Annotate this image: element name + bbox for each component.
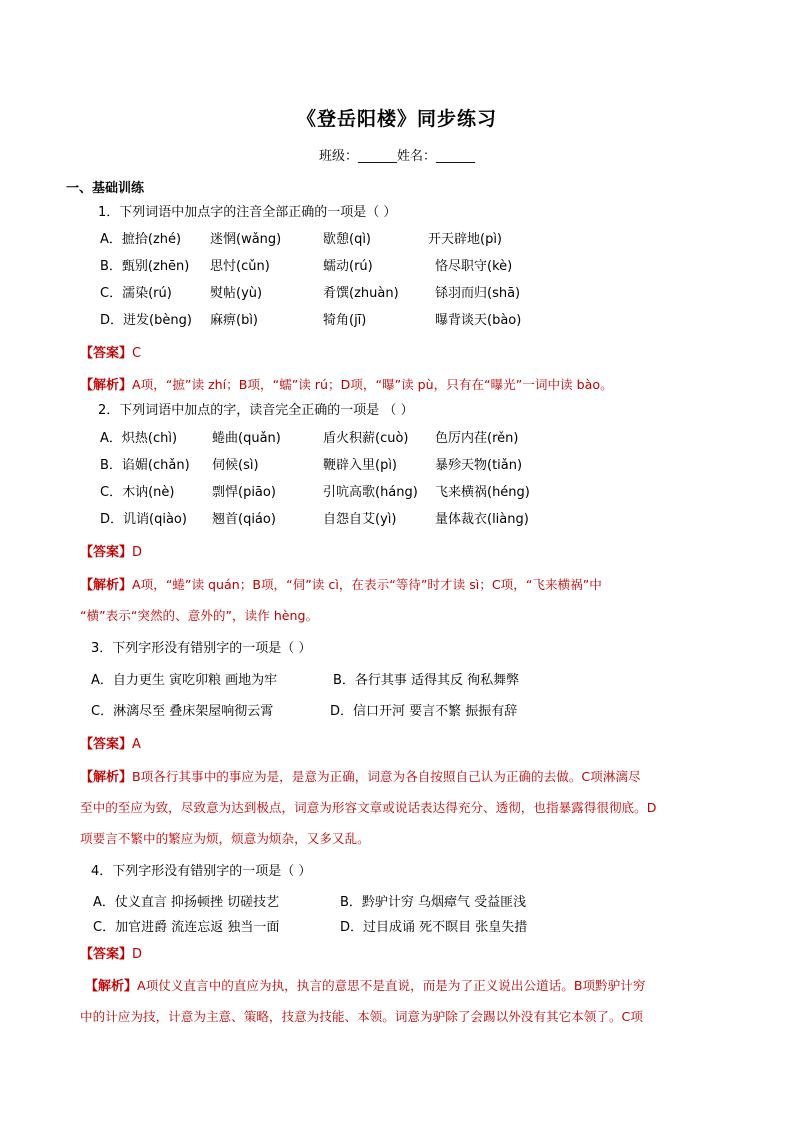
q2-option-a-word4: 色厉内荏(rěn) xyxy=(435,431,519,446)
q2-answer xyxy=(80,544,142,562)
q2-option-d-word3: 自怨自艾(yì) xyxy=(323,512,397,527)
q4-option-a: A．仗义直言 抑扬顿挫 切磋技艺 xyxy=(93,895,280,910)
analysis-tag: 【解析】 xyxy=(80,378,133,393)
q3-option-b: B．各行其事 适得其反 徇私舞弊 xyxy=(333,673,520,688)
q1-option-a-word3: 歇憩(qì) xyxy=(323,232,372,247)
q2-option-a-word2: 蜷曲(quǎn) xyxy=(212,431,281,446)
q3-option-c: C．淋漓尽至 叠床架屋响彻云霄 xyxy=(91,704,274,719)
q1-option-b: B．甄别(zhēn) xyxy=(100,259,190,274)
q2-analysis-line2: “横”表示“突然的、意外的”，读作 hèng。 xyxy=(80,608,319,623)
q2-analysis xyxy=(80,576,602,595)
analysis-text: A项，“蜷”读 quán；B项，“伺”读 cì，在表示“等待”时才读 sì；C项，“飞来横祸”中 xyxy=(132,577,602,592)
q1-option-a-word2: 迷惘(wǎng) xyxy=(210,232,282,247)
q2-option-c-word3: 引吭高歌(háng) xyxy=(323,485,418,500)
question-2-stem: 2．下列词语中加点的字，读音完全正确的一项是 （ ） xyxy=(98,403,414,418)
answer-tag: 【答案】 xyxy=(80,737,133,752)
q3-analysis-line3: 项要言不繁中的繁应为烦，烦意为烦杂，又多又乱。 xyxy=(80,831,370,846)
q1-option-d-word3: 犄角(jī) xyxy=(323,313,367,328)
q1-option-a-word4: 开天辟地(pì) xyxy=(428,232,503,247)
q1-option-c-word4: 铩羽而归(shā) xyxy=(435,286,521,301)
q3-answer xyxy=(80,736,141,754)
q2-option-c: C．木讷(nè) xyxy=(100,485,175,500)
answer-tag: 【答案】 xyxy=(80,947,133,962)
q1-option-b-word4: 恪尽职守(kè) xyxy=(435,259,513,274)
analysis-tag: 【解析】 xyxy=(80,578,133,593)
q1-option-a: A．摭拾(zhé) xyxy=(100,232,182,247)
page-title: 《登岳阳楼》同步练习 xyxy=(296,108,497,130)
section-heading: 一、基础训练 xyxy=(66,181,145,196)
answer-value: A xyxy=(132,737,141,752)
q1-option-d-word4: 曝背谈天(bào) xyxy=(435,313,522,328)
q1-option-c: C．濡染(rú) xyxy=(100,286,172,301)
question-1-stem: 1．下列词语中加点字的注音全部正确的一项是（ ） xyxy=(98,205,397,220)
q4-answer xyxy=(80,946,142,964)
answer-value: D xyxy=(132,947,143,962)
q4-analysis xyxy=(85,977,645,996)
analysis-text: A项，“摭”读 zhí；B项，“蠕”读 rú；D项，“曝”读 pù，只有在“曝光”一词中读 bào。 xyxy=(132,377,613,392)
q2-option-a-word3: 盾火积薪(cuò) xyxy=(323,431,409,446)
answer-tag: 【答案】 xyxy=(80,346,133,361)
q2-option-d: D．讥诮(qiào) xyxy=(100,512,187,527)
q4-option-d: D．过目成诵 死不瞑目 张皇失措 xyxy=(340,920,528,935)
q2-option-b-word3: 鞭辟入里(pì) xyxy=(323,458,398,473)
q4-option-b: B．黔驴计穷 乌烟瘴气 受益匪浅 xyxy=(340,895,527,910)
analysis-tag: 【解析】 xyxy=(85,979,138,994)
q1-option-d-word2: 麻痹(bì) xyxy=(210,313,259,328)
question-3-stem: 3．下列字形没有错别字的一项是（ ） xyxy=(91,641,312,656)
q2-option-c-word2: 剽悍(piāo) xyxy=(212,485,276,500)
q4-analysis-line2: 中的计应为技，计意为主意、策略，技意为技能、本领。词意为驴除了会踢以外没有其它本领了。C项 xyxy=(80,1009,643,1024)
question-4-stem: 4．下列字形没有错别字的一项是（ ） xyxy=(91,864,312,879)
q1-option-c-word2: 熨帖(yù) xyxy=(210,286,263,301)
q1-analysis xyxy=(80,376,613,395)
q4-option-c: C．加官进爵 流连忘返 独当一面 xyxy=(93,920,280,935)
analysis-tag: 【解析】 xyxy=(80,770,133,785)
analysis-text: A项仗义直言中的直应为执，执言的意思不是直说，而是为了正义说出公道话。B项黔驴计穷 xyxy=(137,978,646,993)
analysis-text: B项各行其事中的事应为是，是意为正确，词意为各自按照自己认为正确的去做。C项淋漓尽 xyxy=(132,769,641,784)
q2-option-b-word2: 伺候(sì) xyxy=(212,458,259,473)
q2-option-b-word4: 暴殄天物(tiǎn) xyxy=(435,458,523,473)
q3-analysis xyxy=(80,768,641,787)
q1-answer xyxy=(80,345,141,363)
q1-option-d: D．迸发(bèng) xyxy=(100,313,192,328)
answer-tag: 【答案】 xyxy=(80,545,133,560)
q2-option-b: B．谄媚(chǎn) xyxy=(100,458,190,473)
q2-option-d-word4: 量体裁衣(liàng) xyxy=(435,512,529,527)
q1-option-b-word2: 思忖(cǔn) xyxy=(210,259,270,274)
q3-option-a: A．自力更生 寅吃卯粮 画地为牢 xyxy=(91,673,278,688)
q3-analysis-line2: 至中的至应为致，尽致意为达到极点，词意为形容文章或说话表达得充分、透彻，也指暴露得很彻底。D xyxy=(80,800,657,815)
answer-value: D xyxy=(132,545,143,560)
q2-option-c-word4: 飞来横祸(héng) xyxy=(435,485,530,500)
q2-option-d-word2: 翘首(qiáo) xyxy=(212,512,276,527)
q1-option-c-word3: 肴馔(zhuàn) xyxy=(323,286,399,301)
answer-value: C xyxy=(132,346,142,361)
q1-option-b-word3: 蠕动(rú) xyxy=(323,259,373,274)
q3-option-d: D．信口开河 要言不繁 振振有辞 xyxy=(330,704,518,719)
class-name-line: 班级：______姓名：______ xyxy=(318,149,475,164)
q2-option-a: A．炽热(chì) xyxy=(100,431,178,446)
